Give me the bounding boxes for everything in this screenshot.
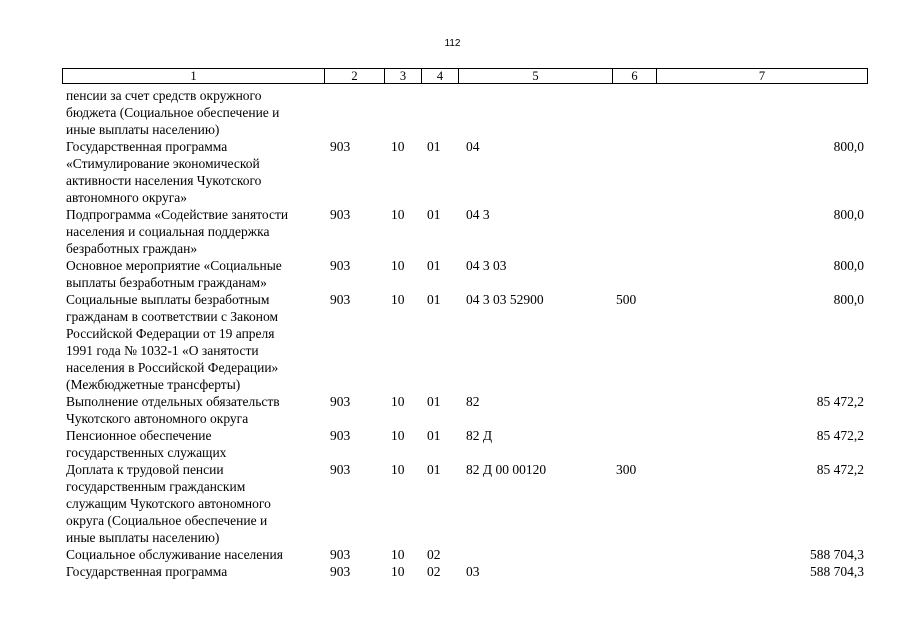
row-col-2: 903 <box>330 292 351 307</box>
row-col-3: 10 <box>391 258 405 273</box>
row-col-2: 903 <box>330 462 351 477</box>
row-col-5: 82 Д <box>466 428 493 443</box>
header-col-4: 4 <box>421 69 458 83</box>
header-col-5: 5 <box>458 69 612 83</box>
row-col-7: 85 472,2 <box>816 394 864 409</box>
row-col-4: 02 <box>427 547 441 562</box>
row-name: пенсии за счет средств окружного бюджета (Социальное обеспечение и иные выплаты населению) <box>66 88 280 137</box>
row-col-5: 04 <box>466 139 480 154</box>
row-col-7: 588 704,3 <box>810 547 864 562</box>
table-body <box>66 87 866 580</box>
header-col-2: 2 <box>324 69 384 83</box>
row-col-3: 10 <box>391 207 405 222</box>
row-col-7: 85 472,2 <box>816 462 864 477</box>
header-col-7: 7 <box>656 69 867 83</box>
row-col-2: 903 <box>330 547 351 562</box>
row-col-4: 01 <box>427 462 441 477</box>
row-col-6: 300 <box>616 462 637 477</box>
row-col-3: 10 <box>391 428 405 443</box>
row-col-5: 03 <box>466 564 480 579</box>
header-col-6: 6 <box>612 69 656 83</box>
row-col-3: 10 <box>391 462 405 477</box>
row-col-4: 01 <box>427 139 441 154</box>
table-row <box>66 138 866 206</box>
table-row <box>66 206 866 257</box>
table-row <box>66 393 866 427</box>
table-row <box>66 87 866 138</box>
row-col-3: 10 <box>391 564 405 579</box>
row-col-5: 82 Д 00 00120 <box>466 462 547 477</box>
row-name: Основное мероприятие «Социальные выплаты безработным гражданам» <box>66 258 282 290</box>
row-name: Подпрограмма «Содействие занятости населения и социальная поддержка безработных граждан» <box>66 207 289 256</box>
row-col-4: 02 <box>427 564 441 579</box>
row-name: Государственная программа <box>66 564 228 579</box>
row-col-4: 01 <box>427 394 441 409</box>
row-name: Социальные выплаты безработным гражданам в соответствии с Законом Российской Федерации от 19 апреля 1991 года № 1032-1 «О занятости населения в Российской Федерации» (Межбюджетные трансферты) <box>66 292 279 392</box>
row-col-4: 01 <box>427 258 441 273</box>
table-row <box>66 563 866 580</box>
row-col-4: 01 <box>427 292 441 307</box>
row-col-2: 903 <box>330 207 351 222</box>
row-col-2: 903 <box>330 139 351 154</box>
row-col-7: 588 704,3 <box>810 564 864 579</box>
page-number: 112 <box>444 38 461 49</box>
row-col-3: 10 <box>391 547 405 562</box>
row-name: Государственная программа «Стимулирование экономической активности населения Чукотского автономного округа» <box>66 139 262 205</box>
table-row <box>66 461 866 546</box>
table-row <box>66 427 866 461</box>
row-col-6: 500 <box>616 292 637 307</box>
table-row <box>66 257 866 291</box>
header-col-3: 3 <box>384 69 421 83</box>
row-col-7: 800,0 <box>833 292 864 307</box>
row-col-7: 800,0 <box>833 258 864 273</box>
row-col-2: 903 <box>330 394 351 409</box>
row-name: Доплата к трудовой пенсии государственным гражданским служащим Чукотского автономного округа (Социальное обеспечение и иные выплаты населению) <box>66 462 271 545</box>
row-col-3: 10 <box>391 394 405 409</box>
header-col-1: 1 <box>190 69 197 83</box>
row-col-5: 04 3 03 <box>466 258 507 273</box>
row-col-5: 82 <box>466 394 480 409</box>
row-col-7: 85 472,2 <box>816 428 864 443</box>
row-col-2: 903 <box>330 258 351 273</box>
row-col-7: 800,0 <box>833 207 864 222</box>
row-name: Социальное обслуживание населения <box>66 547 283 562</box>
table-header <box>62 68 868 84</box>
table-row <box>66 546 866 563</box>
row-col-2: 903 <box>330 428 351 443</box>
row-name: Выполнение отдельных обязательств Чукотского автономного округа <box>66 394 280 426</box>
row-col-3: 10 <box>391 139 405 154</box>
row-col-4: 01 <box>427 428 441 443</box>
row-name: Пенсионное обеспечение государственных служащих <box>66 428 227 460</box>
row-col-3: 10 <box>391 292 405 307</box>
row-col-2: 903 <box>330 564 351 579</box>
row-col-7: 800,0 <box>833 139 864 154</box>
row-col-5: 04 3 03 52900 <box>466 292 544 307</box>
row-col-4: 01 <box>427 207 441 222</box>
table-row <box>66 291 866 393</box>
row-col-5: 04 3 <box>466 207 490 222</box>
